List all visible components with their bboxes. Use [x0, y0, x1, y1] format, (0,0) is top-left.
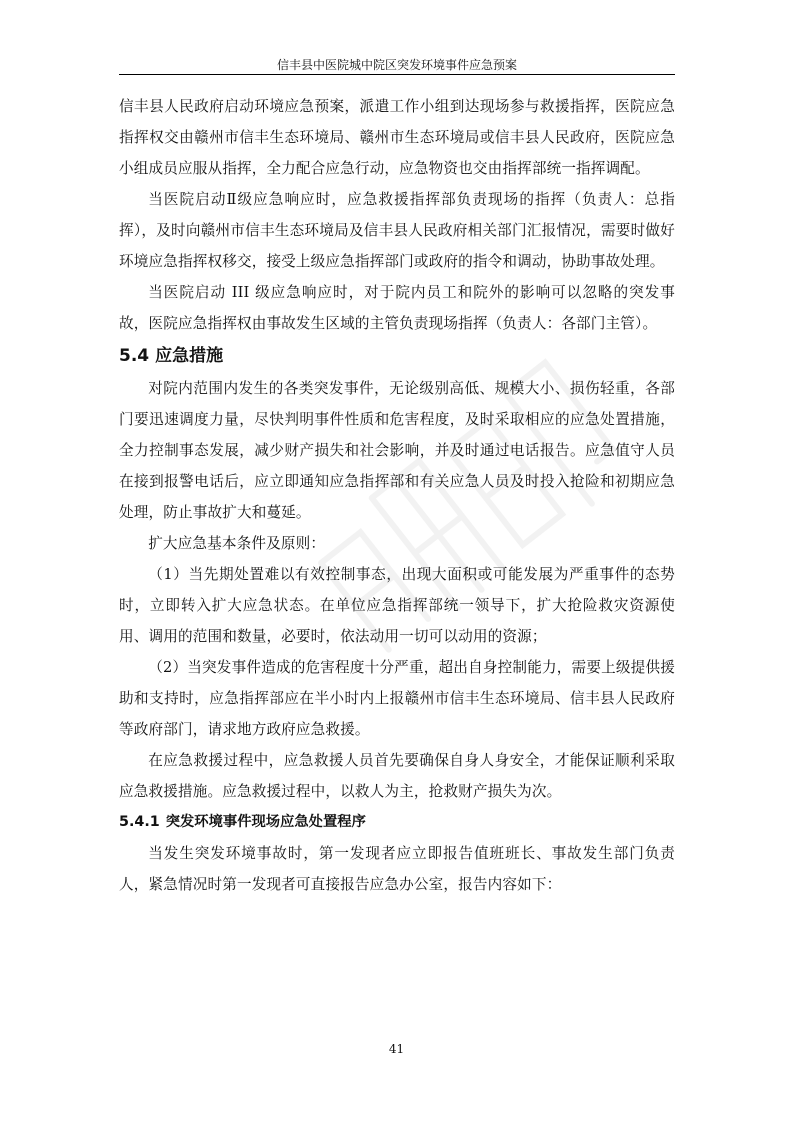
section-title: 应急措施 — [155, 346, 224, 366]
subsection-number: 5.4.1 — [119, 814, 160, 830]
section-heading-5-4 — [119, 339, 675, 373]
paragraph: 对院内范围内发生的各类突发事件，无论级别高低、规模大小、损伤轻重，各部门要迅速调度力量，尽快判明事件性质和危害程度，及时采取相应的应急处置措施，全力控制事态发展，减少财产损失和社会影响，并及时通过电话报告。应急值守人员在接到报警电话后，应立即通知应急指挥部和有关应急人员及时投入抢险和初期应急处理，防止事故扩大和蔓延。 — [119, 380, 675, 521]
paragraph: 当发生突发环境事故时，第一发现者应立即报告值班班长、事故发生部门负责人，紧急情况时第一发现者可直接报告应急办公室，报告内容如下： — [119, 845, 675, 893]
list-item: （2）当突发事件造成的危害程度十分严重，超出自身控制能力，需要上级提供援助和支持时，应急指挥部应在半小时内上报赣州市信丰生态环境局、信丰县人民政府等政府部门，请求地方政府应急救援。 — [119, 659, 675, 738]
header-rule — [119, 74, 675, 75]
page-body — [119, 91, 675, 900]
section-number: 5.4 — [119, 346, 150, 366]
paragraph: 扩大应急基本条件及原则： — [148, 535, 326, 552]
paragraph: 在应急救援过程中，应急救援人员首先要确保自身人身安全，才能保证顺利采取应急救援措施。应急救援过程中，以救人为主，抢救财产损失为次。 — [119, 752, 675, 800]
paragraph: 当医院启动Ⅱ级应急响应时，应急救援指挥部负责现场的指挥（负责人：总指挥），及时向赣州市信丰生态环境局及信丰县人民政府相关部门汇报情况，需要时做好环境应急指挥权移交，接受上级应急指挥部门或政府的指令和调动，协助事故处理。 — [119, 191, 675, 270]
paragraph: 信丰县人民政府启动环境应急预案，派遣工作小组到达现场参与救援指挥，医院应急指挥权交由赣州市信丰生态环境局、赣州市生态环境局或信丰县人民政府，医院应急小组成员应服从指挥，全力配合应急行动，应急物资也交由指挥部统一指挥调配。 — [119, 98, 675, 177]
paragraph: 当医院启动 III 级应急响应时，对于院内员工和院外的影响可以忽略的突发事故，医院应急指挥权由事故发生区域的主管负责现场指挥（负责人：各部门主管）。 — [119, 284, 675, 332]
subsection-heading-5-4-1 — [119, 807, 675, 838]
running-header: 信丰县中医院城中院区突发环境事件应急预案 — [276, 58, 517, 72]
subsection-title: 突发环境事件现场应急处置程序 — [165, 814, 366, 830]
list-item: （1）当先期处置难以有效控制事态，出现大面积或可能发展为严重事件的态势时，立即转入扩大应急状态。在单位应急指挥部统一领导下，扩大抢险救灾资源使用、调用的范围和数量，必要时，依法动用一切可以动用的资源； — [119, 566, 675, 645]
page-number: 41 — [388, 1042, 405, 1056]
